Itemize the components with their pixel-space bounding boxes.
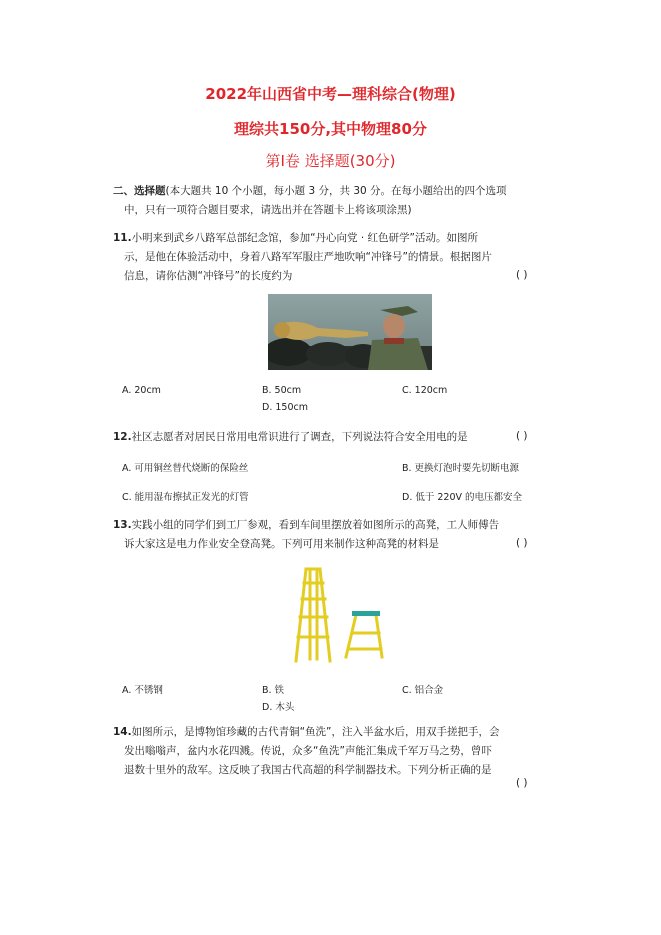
- question-text: 如图所示，是博物馆珍藏的古代青铜“鱼洗”，注入半盆水后，用双手搓把手，会: [131, 726, 500, 738]
- question-number: 14.: [113, 726, 132, 738]
- option-b: B. 铁: [262, 685, 285, 696]
- question-text: 发出嗡嗡声，盆内水花四溅。传说，众多“鱼洗”声能汇集成千军万马之势，曾吓: [124, 745, 492, 757]
- instructions-line-1: (本大题共 10 个小题，每小题 3 分，共 30 分。在每小题给出的四个选项: [165, 185, 507, 197]
- question-11: [113, 229, 478, 248]
- question-text: 社区志愿者对居民日常用电常识进行了调查，下列说法符合安全用电的是: [131, 431, 468, 443]
- question-text: 信息，请你估测“冲锋号”的长度约为: [124, 270, 293, 282]
- option-d: D. 低于 220V 的电压都安全: [402, 492, 523, 503]
- exam-title: 2022年山西省中考—理科综合(物理): [205, 85, 456, 103]
- option-d: D. 150cm: [262, 402, 308, 413]
- bugle-photo: [268, 294, 432, 370]
- volume-heading: 第Ⅰ卷 选择题(30分): [265, 152, 396, 170]
- question-number: 13.: [113, 519, 132, 531]
- question-number: 11.: [113, 232, 132, 244]
- option-b: B. 50cm: [262, 385, 302, 396]
- option-a: A. 20cm: [122, 385, 161, 396]
- bugle-player-image: [268, 294, 432, 370]
- option-c: C. 铝合金: [402, 685, 444, 696]
- question-14: [113, 723, 500, 742]
- answer-blank: ( ): [516, 537, 528, 549]
- question-text: 示，是他在体验活动中，身着八路军军服庄严地吹响“冲锋号”的情景。根据图片: [124, 251, 492, 263]
- exam-subtitle: 理综共150分,其中物理80分: [234, 120, 427, 138]
- instructions-line-2: 中，只有一项符合题目要求，请选出并在答题卡上将该项涂黑): [124, 204, 412, 216]
- question-12: [113, 428, 468, 447]
- answer-blank: ( ): [516, 269, 528, 281]
- safety-stool-image: [290, 565, 388, 663]
- question-13: [113, 516, 499, 535]
- section-number: 二、: [113, 185, 134, 197]
- section-name: 选择题: [134, 185, 166, 197]
- option-a: A. 不锈钢: [122, 685, 163, 696]
- answer-blank: ( ): [516, 430, 528, 442]
- option-c: C. 能用湿布擦拭正发光的灯管: [122, 492, 249, 503]
- question-text: 小明来到武乡八路军总部纪念馆，参加“丹心向党 · 红色研学”活动。如图所: [131, 232, 479, 244]
- question-text: 实践小组的同学们到工厂参观，看到车间里摆放着如图所示的高凳，工人师傅告: [131, 519, 500, 531]
- answer-blank: ( ): [516, 777, 528, 789]
- option-c: C. 120cm: [402, 385, 448, 396]
- option-a: A. 可用铜丝替代烧断的保险丝: [122, 463, 249, 474]
- ladder-illustration: [290, 565, 388, 663]
- option-d: D. 木头: [262, 702, 295, 713]
- question-text: 诉大家这是电力作业安全登高凳。下列可用来制作这种高凳的材料是: [124, 538, 439, 550]
- question-number: 12.: [113, 431, 132, 443]
- section-instructions: [113, 182, 507, 201]
- option-b: B. 更换灯泡时要先切断电源: [402, 463, 520, 474]
- question-text: 退数十里外的敌军。这反映了我国古代高超的科学制器技术。下列分析正确的是: [124, 764, 492, 776]
